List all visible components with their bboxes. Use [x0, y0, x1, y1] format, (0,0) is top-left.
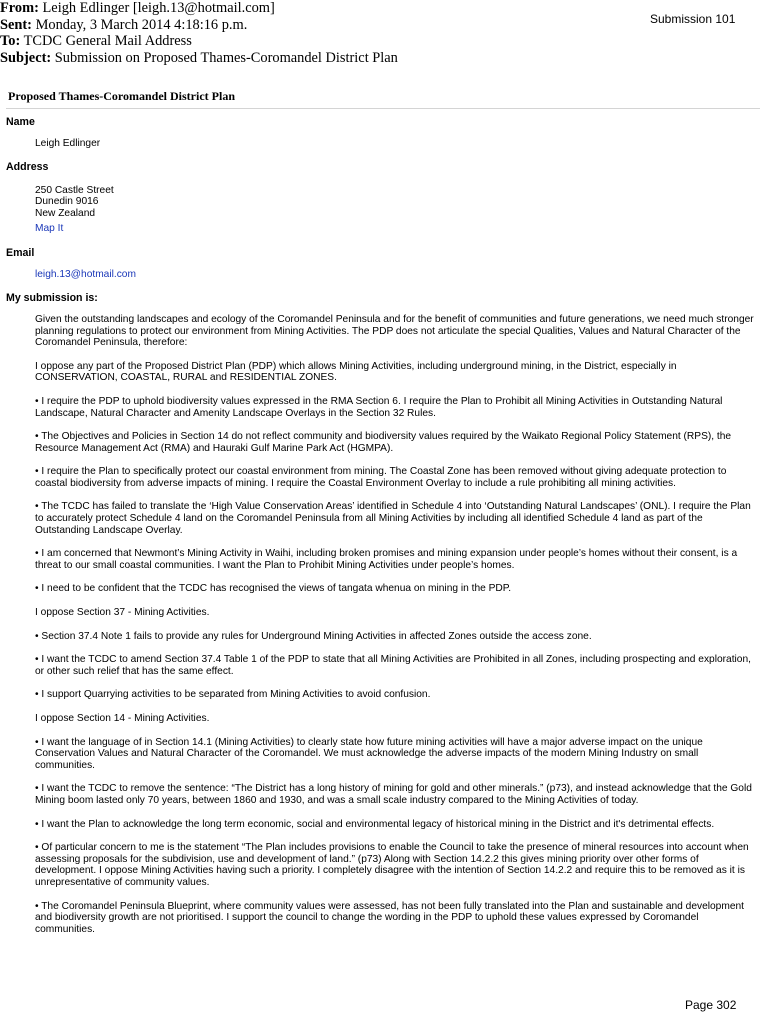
subject-line: Subject: Submission on Proposed Thames-Coromandel District Plan	[0, 49, 398, 66]
from-value: Leigh Edlinger [leigh.13@hotmail.com]	[42, 0, 275, 16]
submission-paragraph: • I require the Plan to specifically protect our coastal environment from mining. The Coastal Zone has been removed without giving adequate protection to coastal biodiversity from adverse impacts of mining. I require the Coastal Environment Overlay to include a rule prohibiting all mining activities.	[35, 466, 727, 489]
to-value: TCDC General Mail Address	[23, 33, 192, 49]
sent-line: Sent: Monday, 3 March 2014 4:18:16 p.m.	[0, 16, 248, 33]
submission-paragraph: • I want the TCDC to amend Section 37.4 Table 1 of the PDP to state that all Mining Activities are Prohibited in all Zones, including prospecting and exploration, or other such relief that has the same effect.	[35, 654, 751, 677]
submission-paragraph: • I require the PDP to uphold biodiversity values expressed in the RMA Section 6. I require the Plan to Prohibit all Mining Activities in Outstanding Natural Landscape, Natural Character and Amenity Landscape Overlays in the Section 32 Rules.	[35, 395, 723, 419]
submission-paragraph: • I need to be confident that the TCDC has recognised the views of tangata whenua on mining in the PDP.	[35, 583, 512, 595]
submission-form	[0, 117, 770, 935]
form-title: Proposed Thames-Coromandel District Plan	[8, 89, 235, 103]
submission-paragraph: Given the outstanding landscapes and ecology of the Coromandel Peninsula and for the benefit of communities and future generations, we need much stronger planning regulations to protect our environment from Mining Activities. The PDP does not articulate the special Qualities, Values and Natural Character of the Coromandel Peninsula, therefore:	[35, 313, 754, 349]
address-line: Dunedin 9016	[35, 196, 99, 208]
address-label: Address	[6, 161, 49, 174]
submission-paragraph: • I want the TCDC to remove the sentence: “The District has a long history of mining for gold and other minerals.” (p73), and instead acknowledge that the Gold Mining boom lasted only 70 years, between 1860 and 1930, and was a small scale industry compared to the Mining Activities of today.	[35, 783, 752, 806]
submission-paragraph: • The Coromandel Peninsula Blueprint, where community values were assessed, has not been fully translated into the Plan and sustainable and development and biodiversity growth are not prioritised. I support the council to change the wording in the PDP to uphold these values expressed by Coromandel communities.	[35, 900, 745, 935]
submission-paragraph: I oppose any part of the Proposed District Plan (PDP) which allows Mining Activities, including underground mining, in the District, especially in CONSERVATION, COASTAL, RURAL and RESIDENTIAL ZONES.	[35, 360, 677, 384]
submission-paragraph: • The Objectives and Policies in Section 14 do not reflect community and biodiversity values required by the Waikato Regional Policy Statement (RPS), the Resource Management Act (RMA) and Hauraki Gulf Marine Park Act (HGMPA).	[35, 431, 732, 454]
email-header	[0, 0, 640, 66]
address-block	[35, 185, 760, 234]
email-link[interactable]: leigh.13@hotmail.com	[35, 268, 136, 280]
name-label: Name	[6, 116, 35, 128]
from-line: From: Leigh Edlinger [leigh.13@hotmail.com]	[0, 0, 275, 16]
subject-value: Submission on Proposed Thames-Coromandel District Plan	[54, 49, 398, 66]
sent-value: Monday, 3 March 2014 4:18:16 p.m.	[35, 16, 248, 33]
page-number: Page 302	[685, 998, 737, 1012]
submission-paragraph: • I am concerned that Newmont’s Mining Activity in Waihi, including broken promises and mining expansion under people’s homes without their consent, is a threat to our small coastal communities. I want the Plan to Prohibit Mining Activities under people’s homes.	[35, 548, 738, 571]
submission-paragraph: • I support Quarrying activities to be separated from Mining Activities to avoid confusion.	[35, 689, 431, 701]
email-label: Email	[6, 247, 35, 260]
map-it-link[interactable]: Map It	[35, 222, 64, 234]
submission-number: Submission 101	[650, 12, 736, 26]
address-line: New Zealand	[35, 207, 96, 219]
submission-paragraph: I oppose Section 37 - Mining Activities.	[35, 607, 210, 619]
submission-paragraph: • Of particular concern to me is the statement “The Plan includes provisions to enable the Council to take the presence of mineral resources into account when assessing proposals for the subdivision, use and development of land.” (p73) Along with Section 14.2.2 this gives mining priority over other forms of development. I oppose Mining Activities having such a priority. I completely disagree with the intention of Section 14.2.2 and require this to be removed as it is unrepresentative of community values.	[35, 842, 749, 888]
submission-label: My submission is:	[6, 292, 98, 305]
address-line: 250 Castle Street	[35, 184, 114, 196]
submission-paragraph: • The TCDC has failed to translate the ‘High Value Conservation Areas’ identified in Schedule 4 into ‘Outstanding Natural Landscapes’ (ONL). I require the Plan to accurately protect Schedule 4 land on the Coromandel Peninsula from all Mining Activities by including all identified Schedule 4 land as part of the Outstanding Landscape Overlay.	[35, 501, 751, 536]
submission-paragraph: I oppose Section 14 - Mining Activities.	[35, 713, 210, 724]
submission-paragraph: • I want the language of in Section 14.1 (Mining Activities) to clearly state how future mining activities will have a major adverse impact on the unique Conservation Values and Natural Character of the Coromandel. We must acknowledge the adverse impacts of the modern Mining Industry on small communities.	[35, 736, 703, 771]
submission-paragraph: • Section 37.4 Note 1 fails to provide any rules for Underground Mining Activities in affected Zones outside the access zone.	[35, 630, 592, 642]
divider	[6, 108, 760, 109]
name-value: Leigh Edlinger	[35, 137, 101, 149]
to-line: To: TCDC General Mail Address	[0, 33, 192, 49]
submission-body	[0, 314, 770, 935]
submission-paragraph: • I want the Plan to acknowledge the long term economic, social and environmental legacy of historical mining in the District and it's detrimental effects.	[35, 818, 715, 830]
